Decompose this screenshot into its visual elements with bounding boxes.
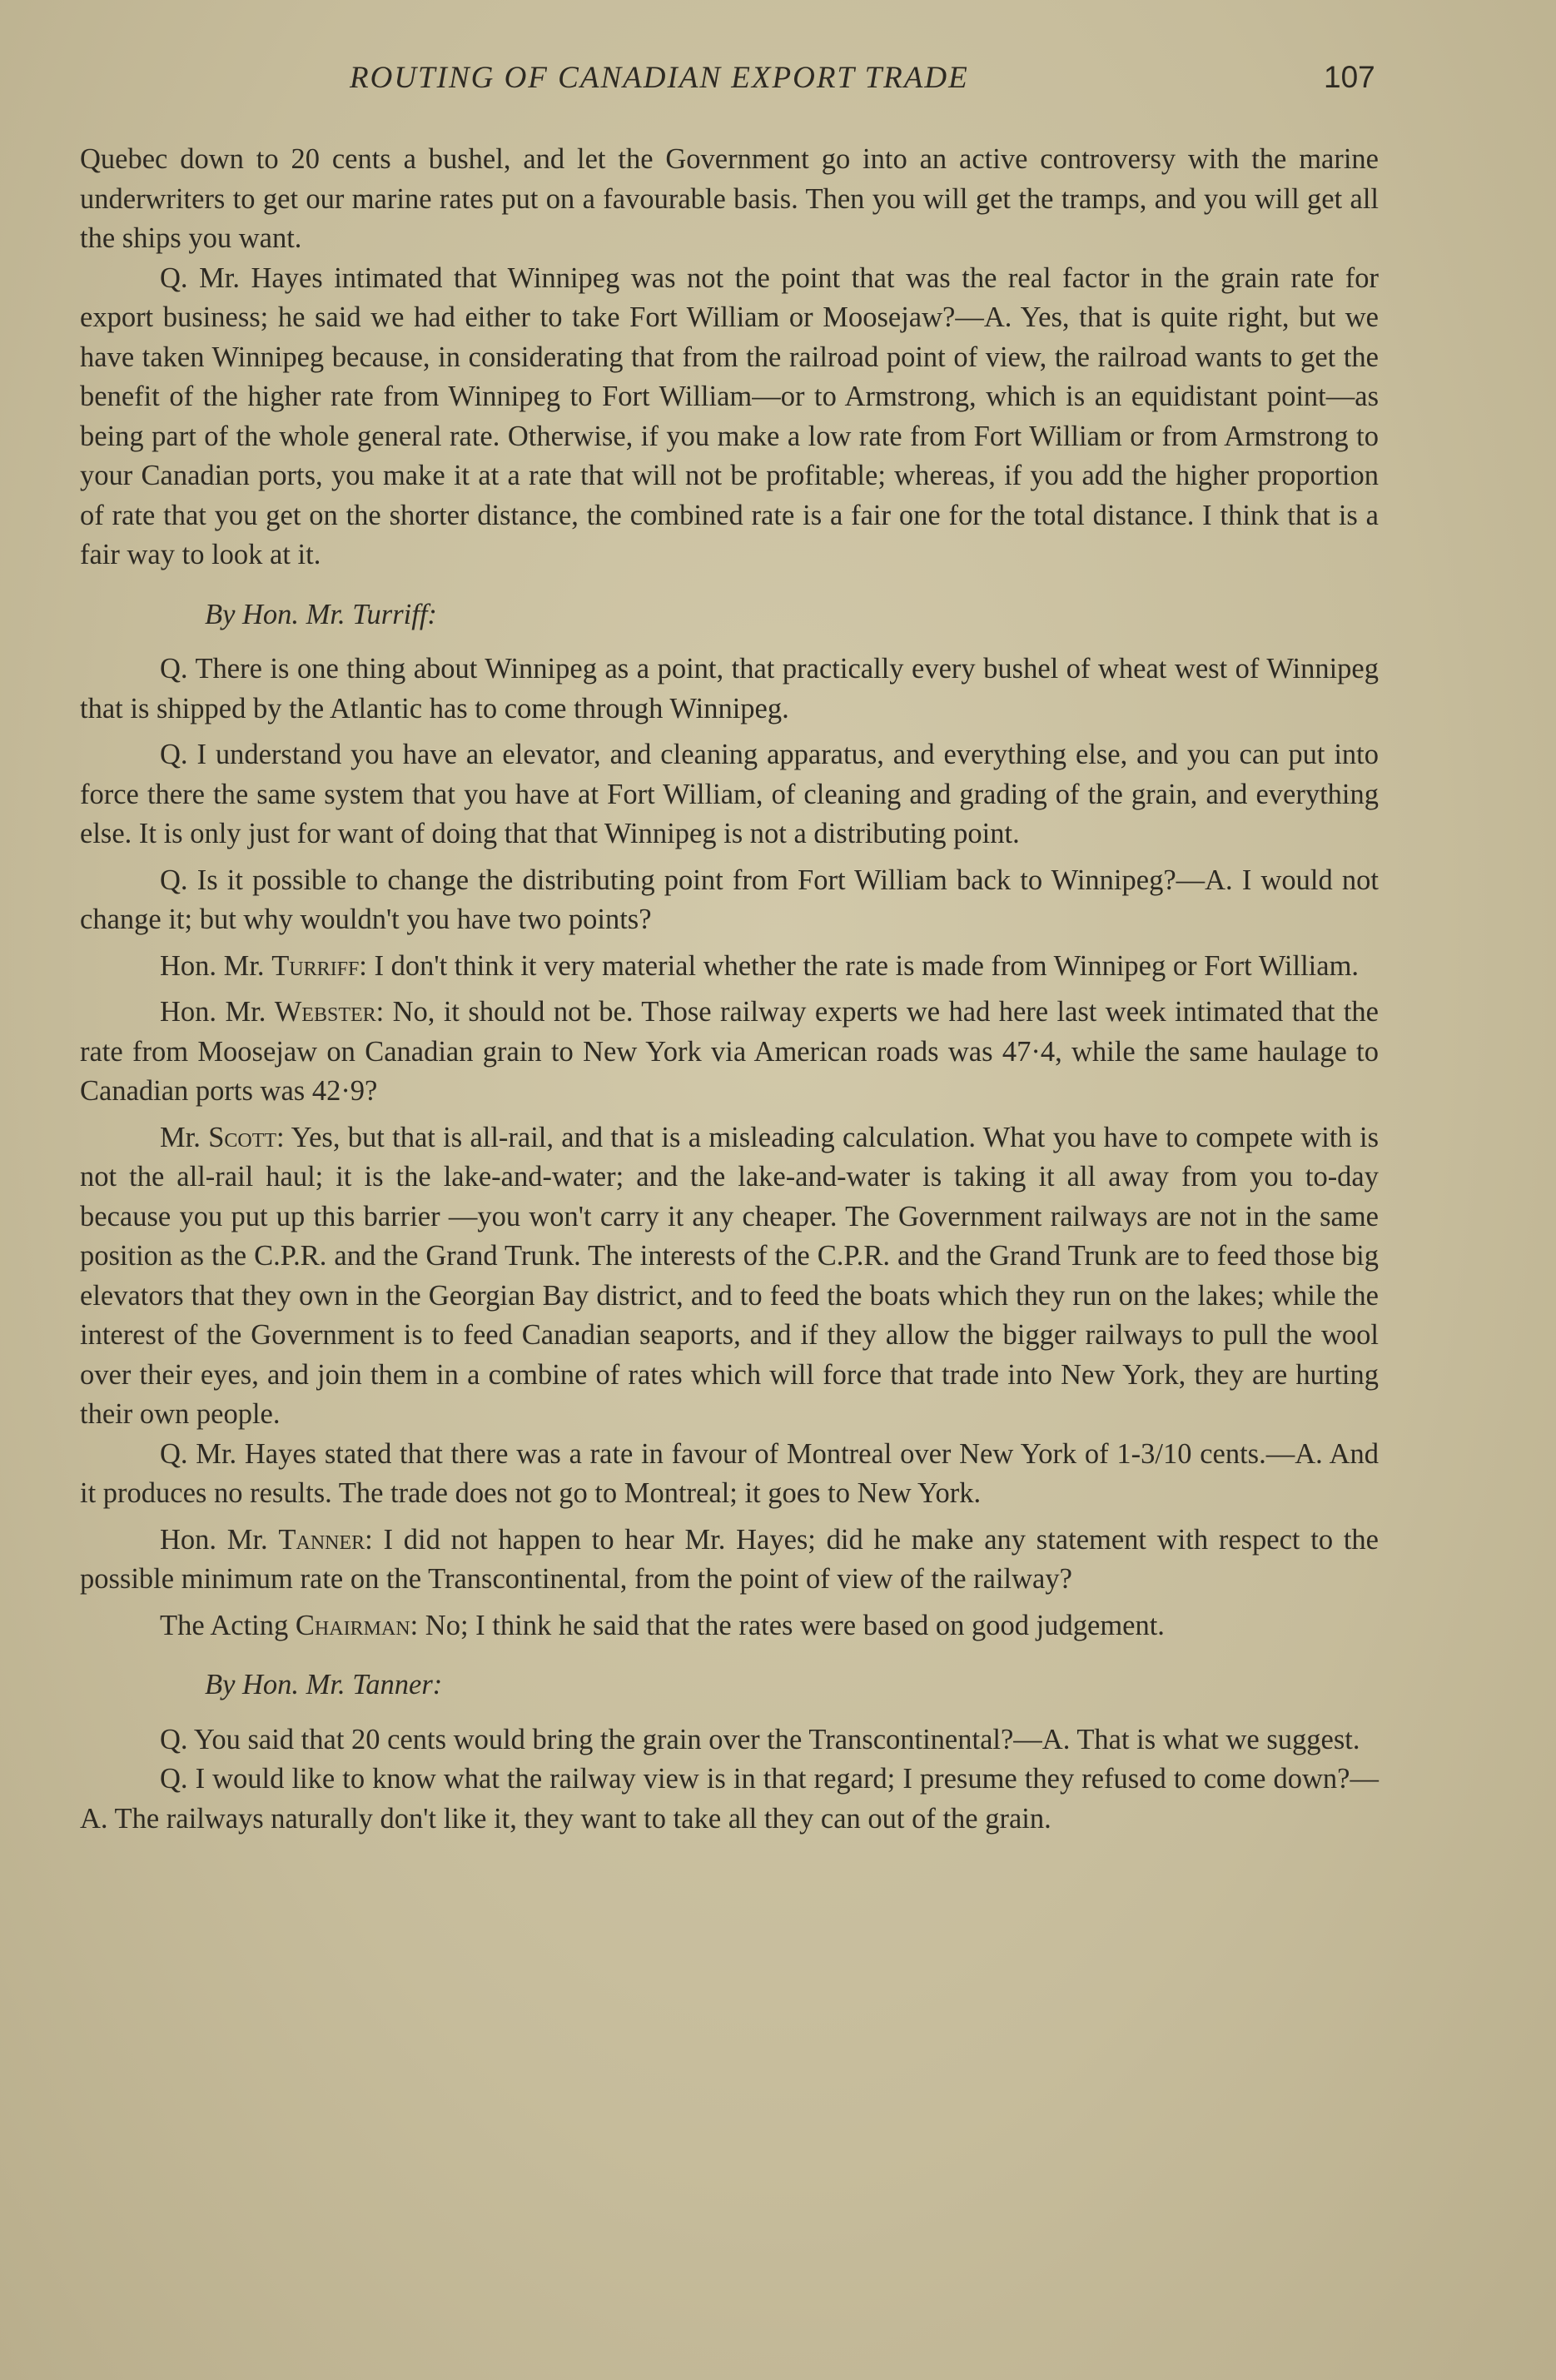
paragraph-text: Q. Mr. Hayes intimated that Winnipeg was not the point that was the real factor in the grain rate for export business; he said we had either to take Fort William or Moosejaw?—A. Yes, that is quite right, but we have taken Winnipeg because, in considerating that from the railroad point of view, the railroad wants to get the benefit of the higher rate from Winnipeg to Fort William—or to Armstrong, which is an equidistant point—as being part of the whole general rate. Otherwise, if you make a low rate from Fort William or from Armstrong to your Canadian ports, you make it at a rate that will not be profitable; whereas, if you add the higher proportion of rate that you get on the shorter distance, the combined rate is a fair one for the total distance. I think that is a fair way to look at it. xyxy=(80,261,1379,570)
paragraph-text: Q. You said that 20 cents would bring the grain over the Transcontinental?—A. That is what we suggest. xyxy=(160,1723,1360,1755)
paragraph-text: Q. Is it possible to change the distributing point from Fort William back to Winnipeg?—A. I would not change it; but why wouldn't you have two points? xyxy=(80,864,1379,935)
paragraph xyxy=(80,861,1379,940)
paragraph xyxy=(80,140,1379,259)
paragraph-text: : No, it should not be. Those railway experts we had here last week intimated that the rate from Moosejaw on Canadian grain to New York via American roads was 47·4, while the same haulage to Canadian ports was 42·9? xyxy=(80,996,1379,1107)
speaker-prefix: Hon. Mr. xyxy=(160,996,275,1028)
body-text xyxy=(80,140,1379,1839)
speaker-paragraph xyxy=(80,993,1379,1112)
paragraph xyxy=(80,1760,1379,1839)
paragraph xyxy=(80,735,1379,854)
paragraph-text: Q. I understand you have an elevator, and cleaning apparatus, and everything else, and you can put into force there the same system that you have at Fort William, of cleaning and grading of the grain, and everything else. It is only just for want of doing that that Winnipeg is not a distributing point. xyxy=(80,739,1379,849)
paragraph xyxy=(80,259,1379,575)
paragraph-text: Quebec down to 20 cents a bushel, and let the Government go into an active controversy with the marine underwriters to get our marine rates put on a favourable basis. Then you will get the tramps, and you will get all the ships you want. xyxy=(80,143,1379,254)
examiner-heading-text: By Hon. Mr. Tanner: xyxy=(205,1669,443,1700)
speaker-name: Webster xyxy=(274,996,376,1028)
paragraph-text: Q. I would like to know what the railway view is in that regard; I presume they refused to come down?—A. The railways naturally don't like it, they want to take all they can out of the grain. xyxy=(80,1763,1379,1835)
speaker-paragraph xyxy=(80,1521,1379,1600)
paragraph-text: : No; I think he said that the rates were based on good judgement. xyxy=(410,1609,1165,1641)
examiner-heading-text: By Hon. Mr. Turriff: xyxy=(205,598,437,630)
paragraph xyxy=(80,1720,1379,1760)
page-number: 107 xyxy=(1324,60,1375,94)
speaker-paragraph xyxy=(80,1606,1379,1646)
speaker-prefix: Mr. xyxy=(160,1121,209,1153)
paragraph-text: : I did not happen to hear Mr. Hayes; did he make any statement with respect to the possible minimum rate on the Transcontinental, from the point of view of the railway? xyxy=(80,1523,1379,1595)
speaker-prefix: Hon. Mr. xyxy=(160,1523,279,1556)
examiner-heading xyxy=(80,1666,1379,1705)
paragraph-text: : I don't think it very material whether the rate is made from Winnipeg or Fort William. xyxy=(359,949,1360,982)
speaker-name: Tanner xyxy=(278,1523,365,1556)
speaker-name: Turriff xyxy=(271,949,360,982)
running-head: ROUTING OF CANADIAN EXPORT TRADE xyxy=(350,61,969,95)
paragraph-text: : Yes, but that is all-rail, and that is a misleading calculation. What you have to compete with is not the all-rail haul; it is the lake-and-water; and the lake-and-water is taking it all away from you to-day because you put up this barrier —you won't carry it any cheaper. The Government railways are not in the same position as the C.P.R. and the Grand Trunk. The interests of the C.P.R. and the Grand Trunk are to feed those big elevators that they own in the Georgian Bay district, and to feed the boats which they run on the lakes; while the interest of the Government is to feed Canadian seaports, and if they allow the bigger railways to pull the wool over their eyes, and join them in a combine of rates which will force that trade into New York, they are hurting their own people. xyxy=(80,1121,1380,1430)
speaker-prefix: The Acting xyxy=(160,1609,296,1641)
paragraph xyxy=(80,1435,1379,1514)
speaker-paragraph xyxy=(80,1118,1379,1435)
speaker-prefix: Hon. Mr. xyxy=(160,949,272,982)
examiner-heading xyxy=(80,595,1379,635)
speaker-name: Chairman xyxy=(295,1609,410,1641)
paragraph xyxy=(80,650,1379,729)
paragraph-text: Q. There is one thing about Winnipeg as a point, that practically every bushel of wheat west of Winnipeg that is shipped by the Atlantic has to come through Winnipeg. xyxy=(80,653,1379,724)
paragraph-text: Q. Mr. Hayes stated that there was a rate in favour of Montreal over New York of 1-3/10 cents.—A. And it produces no results. The trade does not go to Montreal; it goes to New York. xyxy=(80,1437,1379,1509)
speaker-name: Scott xyxy=(208,1121,277,1153)
speaker-paragraph xyxy=(80,947,1379,987)
